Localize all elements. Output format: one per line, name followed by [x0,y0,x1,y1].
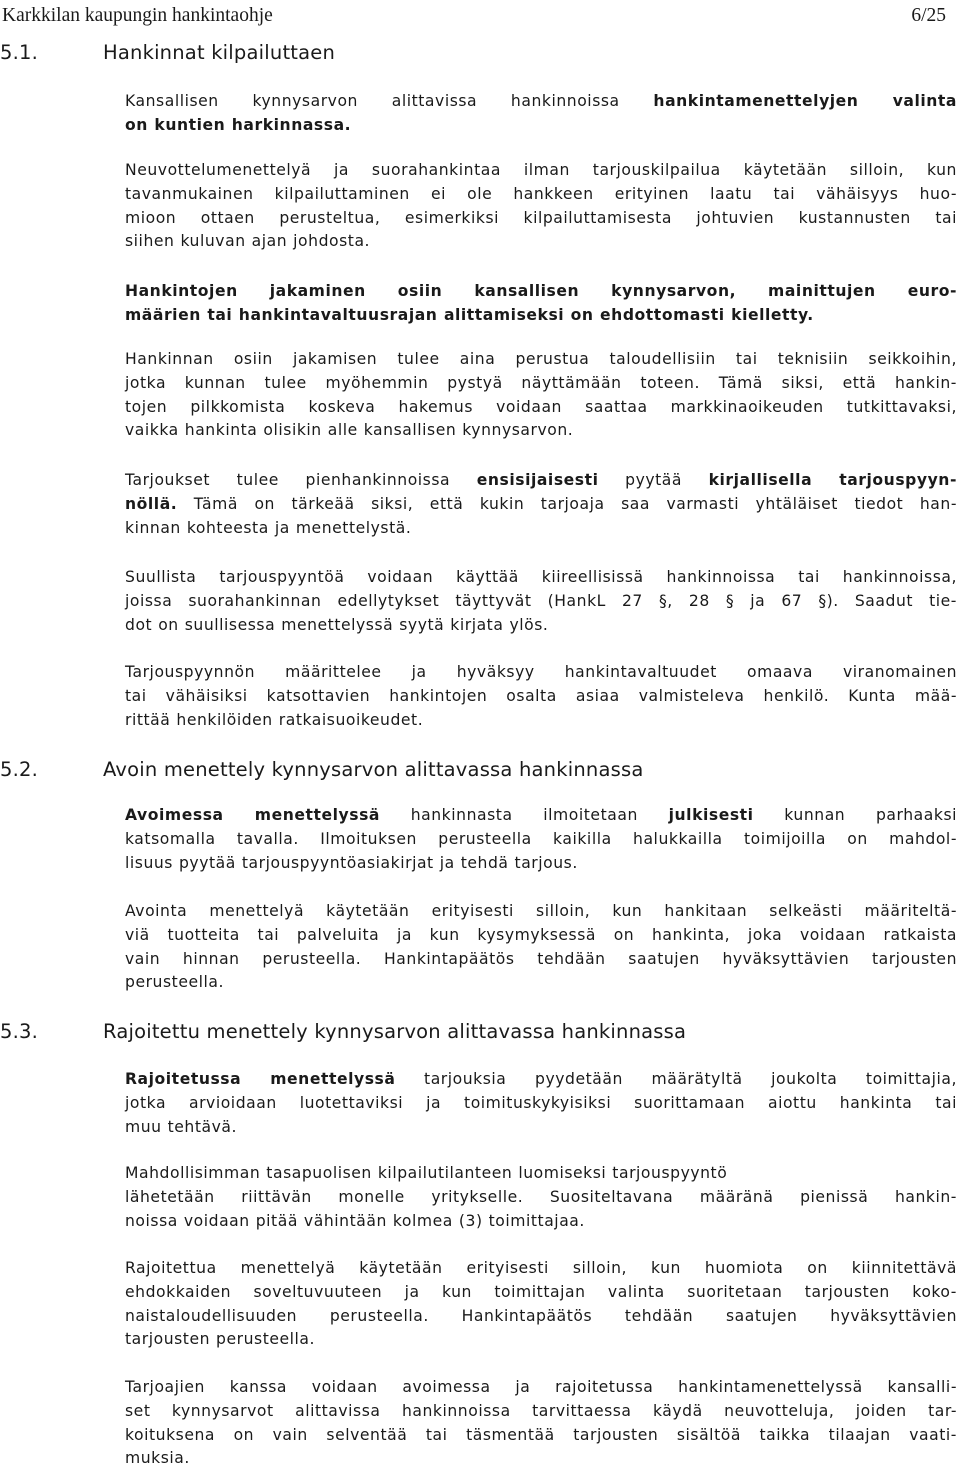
text-line: set kynnysarvot alittavissa hankinnoissa tarvittaessa käydä neuvotteluja, joiden tar- [125,1401,957,1420]
paragraph [125,90,957,138]
paragraph [125,661,957,732]
text-line: tai vähäisiksi katsottavien hankintojen osalta asiaa valmisteleva henkilö. Kunta mää- [125,686,957,705]
text-line: mioon ottaen perusteltua, esimerkiksi kilpailuttamisesta johtuvien kustannusten tai [125,208,957,227]
text-line: siihen kuluvan ajan johdosta. [125,232,371,251]
text-line: jotka arvioidaan luotettaviksi ja toimituskykyisiksi suorittamaan aiottu hankinta tai [125,1093,957,1112]
text-line: määrien tai hankintavaltuusrajan alittamiseksi on ehdottomasti kielletty. [125,305,814,324]
section-number: 5.2. [0,758,39,781]
text-line: koituksena on vain selventää tai täsmentää tarjousten sisältöä taikka tilaajan vaati- [125,1425,957,1444]
document-title: Karkkilan kaupungin hankintaohje [2,5,273,26]
text-line: tarjousten perusteella. [125,1330,316,1349]
text-line [125,114,957,138]
text-line: Rajoitetussa menettelyssä tarjouksia pyydetään määrätyltä joukolta toimittajia, [125,1070,957,1088]
text-line: Neuvottelumenettelyä ja suorahankintaa ilman tarjouskilpailua käytetään silloin, kun [125,161,957,179]
paragraph [125,469,957,540]
paragraph [125,1068,957,1139]
emphasis: hankintamenettelyjen valinta [653,92,958,110]
section-title: Rajoitettu menettely kynnysarvon alittavassa hankinnassa [103,1020,687,1043]
section-number: 5.3. [0,1020,39,1043]
paragraph [125,1376,957,1471]
text-line: vain hinnan perusteella. Hankintapäätös tehdään saatujen hyväksyttävien tarjousten [125,949,957,968]
section-title: Avoin menettely kynnysarvon alittavassa hankinnassa [103,758,644,781]
text-line: muu tehtävä. [125,1117,238,1136]
text-line: lähetetään riittävän monelle yritykselle. Suositeltavana määränä pienissä hankin- [125,1187,957,1206]
text-line: dot on suullisessa menettelyssä syytä kirjata ylös. [125,615,549,634]
text-line: Tarjoukset tulee pienhankinnoissa ensisijaisesti pyytää kirjallisella tarjouspyyn- [125,471,957,489]
text-line: rittää henkilöiden ratkaisuoikeudet. [125,710,424,729]
text-line: Hankinnan osiin jakamisen tulee aina perustua taloudellisiin tai teknisiin seikkoihin, [125,350,957,368]
text-line: naistaloudellisuuden perusteella. Hankintapäätös tehdään saatujen hyväksyttävien [125,1306,957,1325]
text-line: katsomalla tavalla. Ilmoituksen perusteella kaikilla halukkailla toimijoilla on mahdol- [125,829,957,848]
section-title: Hankinnat kilpailuttaen [103,41,336,64]
text-line: Mahdollisimman tasapuolisen kilpailutilanteen luomiseksi tarjouspyyntö [125,1164,728,1182]
text-line: nöllä. Tämä on tärkeää siksi, että kukin tarjoaja saa varmasti yhtäläiset tiedot han- [125,494,957,513]
text-line: ehdokkaiden soveltuvuuteen ja kun toimittajan valinta suoritetaan tarjousten koko- [125,1282,957,1301]
paragraph [125,348,957,443]
text-line: joissa suorahankinnan edellytykset täyttyvät (HankL 27 §, 28 § ja 67 §). Saadut tie- [125,591,957,610]
paragraph [125,566,957,637]
section-number: 5.1. [0,41,39,64]
text-line: Avoimessa menettelyssä hankinnasta ilmoitetaan julkisesti kunnan parhaaksi [125,806,957,824]
paragraph-bold [125,280,957,328]
paragraph [125,804,957,875]
text-line: jotka kunnan tulee myöhemmin pystyä näyttämään toteen. Tämä siksi, että hankin- [125,373,957,392]
text-line: tojen pilkkomista koskeva hakemus voidaan saattaa markkinaoikeuden tutkittavaksi, [125,397,957,416]
page-number: 6/25 [911,5,946,26]
text-line: kinnan kohteesta ja menettelystä. [125,518,412,537]
text-line: muksia. [125,1449,190,1468]
text-line: Tarjoajien kanssa voidaan avoimessa ja rajoitetussa hankintamenettelyssä kansalli- [125,1378,957,1396]
emphasis: on kuntien harkinnassa. [125,115,352,134]
text-line: Tarjouspyynnön määrittelee ja hyväksyy hankintavaltuudet omaava viranomainen [125,663,957,681]
paragraph [125,1257,957,1352]
text-line: Avointa menettelyä käytetään erityisesti silloin, kun hankitaan selkeästi määriteltä- [125,902,957,920]
text-line: vaikka hankinta olisikin alle kansallisen kynnysarvon. [125,421,574,440]
text-line: noissa voidaan pitää vähintään kolmea (3) toimittajaa. [125,1211,585,1230]
text-line: tavanmukainen kilpailuttaminen ei ole hankkeen erityinen laatu tai vähäisyys huo- [125,184,957,203]
text-line: perusteella. [125,973,224,992]
text-line: Rajoitettua menettelyä käytetään erityisesti silloin, kun huomiota on kiinnitettävä [125,1259,957,1277]
paragraph [125,159,957,254]
text-line: Kansallisen kynnysarvon alittavissa hankinnoissa hankintamenettelyjen valinta [125,92,958,110]
text-line: viä tuotteita tai palveluita ja kun kysymyksessä on hankinta, joka voidaan ratkaista [125,925,957,944]
text-line: Suullista tarjouspyyntöä voidaan käyttää kiireellisissä hankinnoissa tai hankinnoissa, [125,568,957,586]
text-line: lisuus pyytää tarjouspyyntöasiakirjat ja tehdä tarjous. [125,853,578,872]
text-line: Hankintojen jakaminen osiin kansallisen kynnysarvon, mainittujen euro- [125,282,957,300]
paragraph [125,1162,957,1233]
paragraph [125,900,957,995]
